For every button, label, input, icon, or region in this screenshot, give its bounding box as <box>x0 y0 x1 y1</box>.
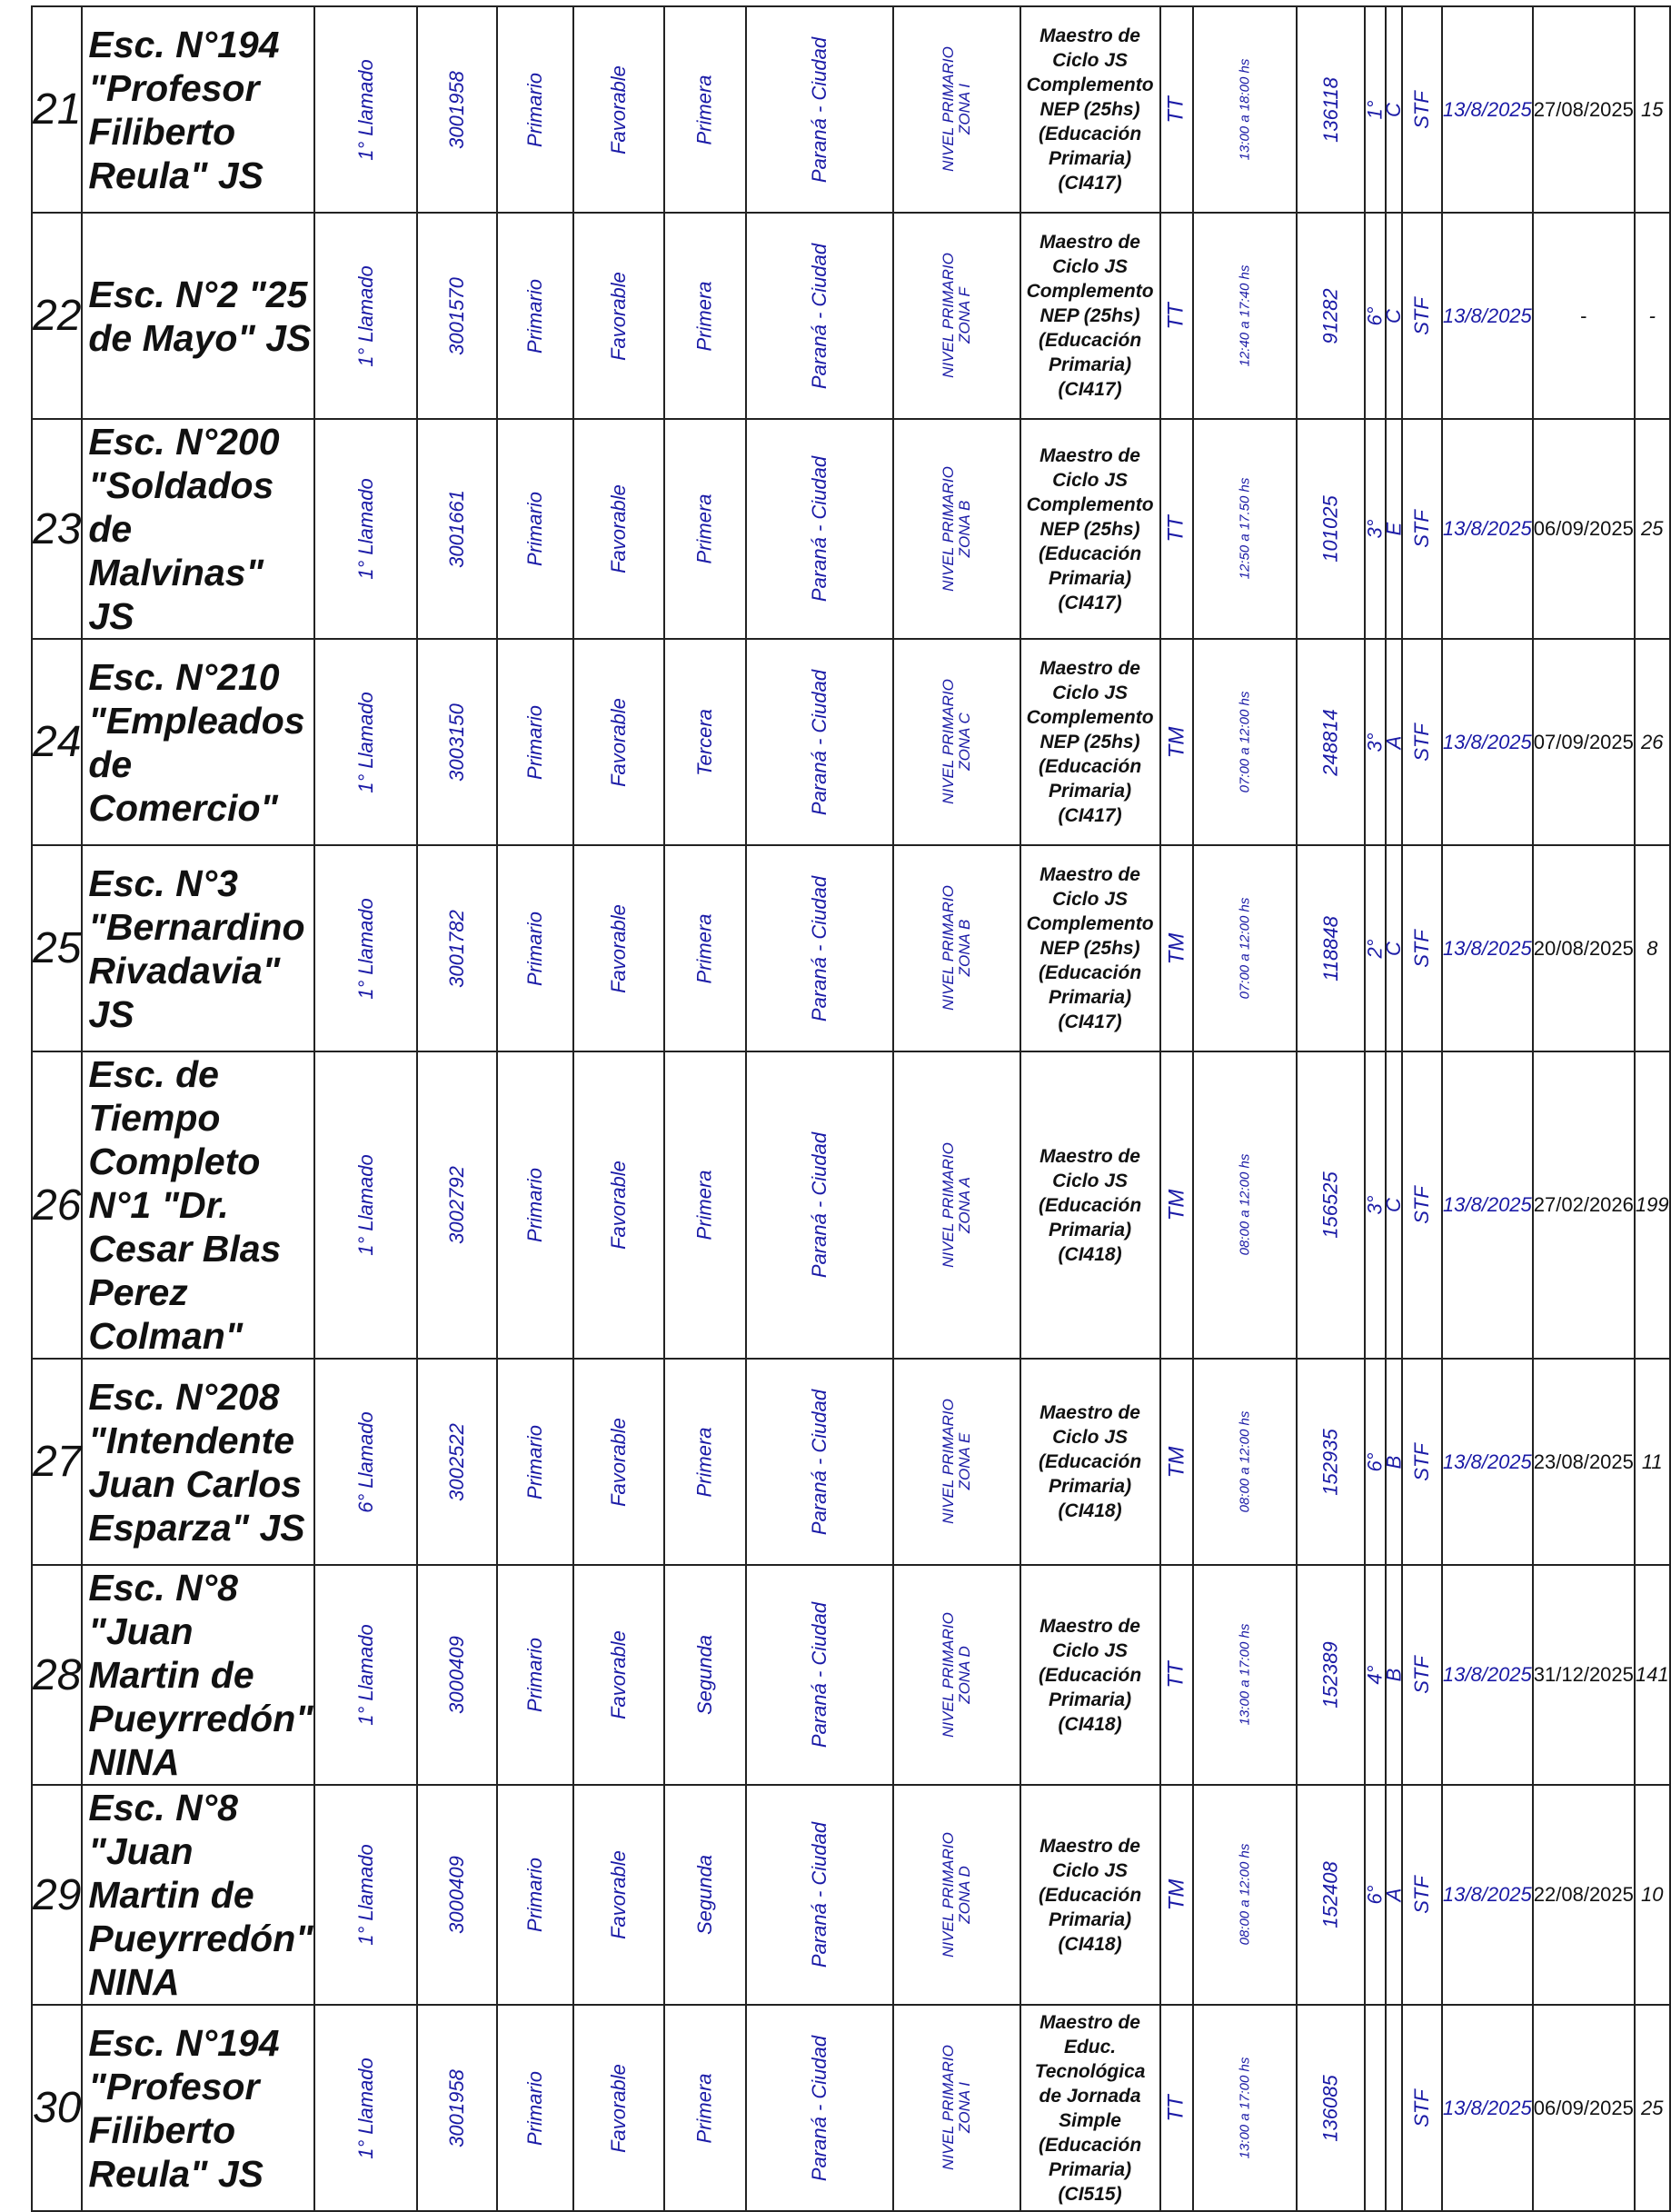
table-row <box>32 845 1670 1051</box>
concept-cell: Favorable <box>573 2005 664 2211</box>
cupof-cell: 152935 <box>1297 1359 1365 1565</box>
category-cell: Primera <box>664 419 746 639</box>
date-cell: 13/8/2025 <box>1442 213 1533 419</box>
row-number: 30 <box>32 2005 82 2211</box>
situation-cell: STF <box>1402 213 1442 419</box>
shift-cell: TM <box>1160 639 1194 845</box>
llamado-cell: 1° Llamado <box>314 419 418 639</box>
row-number: 29 <box>32 1785 82 2005</box>
position-description: Maestro de Ciclo JS (Educación Primaria) (CI418) <box>1020 1359 1160 1565</box>
grade-cell: 3° <box>1365 1051 1386 1359</box>
llamado-cell: 1° Llamado <box>314 2005 418 2211</box>
cupof-cell: 156525 <box>1297 1051 1365 1359</box>
date-cell: 13/8/2025 <box>1442 639 1533 845</box>
category-cell: Segunda <box>664 1785 746 2005</box>
date-cell: 13/8/2025 <box>1442 1785 1533 2005</box>
grade-cell: 6° <box>1365 1359 1386 1565</box>
locality-cell: Paraná - Ciudad <box>746 1565 893 1785</box>
locality-cell: Paraná - Ciudad <box>746 419 893 639</box>
end-date-cell: 22/08/2025 <box>1533 1785 1635 2005</box>
table-row <box>32 2005 1670 2211</box>
section-cell <box>1386 2005 1402 2211</box>
schedule-cell: 08:00 a 12:00 hs <box>1193 1785 1297 2005</box>
grade-cell: 6° <box>1365 213 1386 419</box>
position-description: Maestro de Ciclo JS (Educación Primaria) (CI418) <box>1020 1051 1160 1359</box>
school-name: Esc. N°194 "Profesor Filiberto Reula" JS <box>82 6 313 213</box>
position-description: Maestro de Ciclo JS Complemento NEP (25hs) (Educación Primaria) (CI417) <box>1020 6 1160 213</box>
position-description: Maestro de Ciclo JS Complemento NEP (25hs) (Educación Primaria) (CI417) <box>1020 419 1160 639</box>
school-code-cell: 3001958 <box>417 6 497 213</box>
date-cell: 13/8/2025 <box>1442 845 1533 1051</box>
shift-cell: TM <box>1160 1785 1194 2005</box>
vacancies-table <box>31 5 1671 2212</box>
section-cell: C <box>1386 845 1402 1051</box>
llamado-cell: 1° Llamado <box>314 845 418 1051</box>
cupof-cell: 101025 <box>1297 419 1365 639</box>
concept-cell: Favorable <box>573 6 664 213</box>
section-cell: A <box>1386 1785 1402 2005</box>
table-row <box>32 1051 1670 1359</box>
zone-cell: NIVEL PRIMARIO ZONA B <box>893 845 1020 1051</box>
zone-cell: NIVEL PRIMARIO ZONA I <box>893 2005 1020 2211</box>
cupof-cell: 248814 <box>1297 639 1365 845</box>
table-row <box>32 1565 1670 1785</box>
category-cell: Primera <box>664 1051 746 1359</box>
school-code-cell: 3001782 <box>417 845 497 1051</box>
row-number: 28 <box>32 1565 82 1785</box>
locality-cell: Paraná - Ciudad <box>746 1785 893 2005</box>
level-cell: Primario <box>497 419 573 639</box>
concept-cell: Favorable <box>573 639 664 845</box>
section-cell: A <box>1386 639 1402 845</box>
section-cell: B <box>1386 1565 1402 1785</box>
school-code-cell: 3001570 <box>417 213 497 419</box>
table-row <box>32 1785 1670 2005</box>
days-cell: 11 <box>1635 1359 1670 1565</box>
end-date-cell: 27/02/2026 <box>1533 1051 1635 1359</box>
row-number: 26 <box>32 1051 82 1359</box>
cupof-cell: 136118 <box>1297 6 1365 213</box>
cupof-cell: 136085 <box>1297 2005 1365 2211</box>
category-cell: Primera <box>664 845 746 1051</box>
locality-cell: Paraná - Ciudad <box>746 639 893 845</box>
cupof-cell: 91282 <box>1297 213 1365 419</box>
concept-cell: Favorable <box>573 1565 664 1785</box>
grade-cell: 3° <box>1365 419 1386 639</box>
level-cell: Primario <box>497 1051 573 1359</box>
situation-cell: STF <box>1402 1051 1442 1359</box>
table-row <box>32 1359 1670 1565</box>
level-cell: Primario <box>497 1785 573 2005</box>
days-cell: 199 <box>1635 1051 1670 1359</box>
grade-cell: 4° <box>1365 1565 1386 1785</box>
position-description: Maestro de Ciclo JS Complemento NEP (25hs) (Educación Primaria) (CI417) <box>1020 639 1160 845</box>
schedule-cell: 13:00 a 17:00 hs <box>1193 2005 1297 2211</box>
position-description: Maestro de Ciclo JS Complemento NEP (25hs) (Educación Primaria) (CI417) <box>1020 213 1160 419</box>
situation-cell: STF <box>1402 1785 1442 2005</box>
level-cell: Primario <box>497 1359 573 1565</box>
level-cell: Primario <box>497 6 573 213</box>
shift-cell: TM <box>1160 845 1194 1051</box>
date-cell: 13/8/2025 <box>1442 419 1533 639</box>
date-cell: 13/8/2025 <box>1442 1565 1533 1785</box>
school-name: Esc. N°8 "Juan Martin de Pueyrredón" NINA <box>82 1785 313 2005</box>
zone-cell: NIVEL PRIMARIO ZONA A <box>893 1051 1020 1359</box>
grade-cell: 2° <box>1365 845 1386 1051</box>
table-row <box>32 6 1670 213</box>
school-name: Esc. N°200 "Soldados de Malvinas" JS <box>82 419 313 639</box>
school-code-cell: 3002522 <box>417 1359 497 1565</box>
grade-cell: 3° <box>1365 639 1386 845</box>
section-cell: E <box>1386 419 1402 639</box>
row-number: 23 <box>32 419 82 639</box>
level-cell: Primario <box>497 2005 573 2211</box>
days-cell: 10 <box>1635 1785 1670 2005</box>
shift-cell: TT <box>1160 213 1194 419</box>
zone-cell: NIVEL PRIMARIO ZONA I <box>893 6 1020 213</box>
end-date-cell: 31/12/2025 <box>1533 1565 1635 1785</box>
shift-cell: TT <box>1160 419 1194 639</box>
date-cell: 13/8/2025 <box>1442 6 1533 213</box>
days-cell: 8 <box>1635 845 1670 1051</box>
zone-cell: NIVEL PRIMARIO ZONA E <box>893 1359 1020 1565</box>
level-cell: Primario <box>497 639 573 845</box>
section-cell: C <box>1386 6 1402 213</box>
locality-cell: Paraná - Ciudad <box>746 1051 893 1359</box>
school-name: Esc. N°3 "Bernardino Rivadavia" JS <box>82 845 313 1051</box>
locality-cell: Paraná - Ciudad <box>746 6 893 213</box>
zone-cell: NIVEL PRIMARIO ZONA D <box>893 1565 1020 1785</box>
row-number: 21 <box>32 6 82 213</box>
school-name: Esc. N°2 "25 de Mayo" JS <box>82 213 313 419</box>
llamado-cell: 1° Llamado <box>314 1785 418 2005</box>
school-code-cell: 3000409 <box>417 1785 497 2005</box>
situation-cell: STF <box>1402 419 1442 639</box>
shift-cell: TT <box>1160 2005 1194 2211</box>
concept-cell: Favorable <box>573 1785 664 2005</box>
llamado-cell: 1° Llamado <box>314 1051 418 1359</box>
position-description: Maestro de Ciclo JS (Educación Primaria) (CI418) <box>1020 1785 1160 2005</box>
schedule-cell: 08:00 a 12:00 hs <box>1193 1051 1297 1359</box>
school-code-cell: 3002792 <box>417 1051 497 1359</box>
end-date-cell: - <box>1533 213 1635 419</box>
llamado-cell: 1° Llamado <box>314 213 418 419</box>
school-code-cell: 3000409 <box>417 1565 497 1785</box>
situation-cell: STF <box>1402 2005 1442 2211</box>
school-name: Esc. N°210 "Empleados de Comercio" <box>82 639 313 845</box>
situation-cell: STF <box>1402 845 1442 1051</box>
zone-cell: NIVEL PRIMARIO ZONA C <box>893 639 1020 845</box>
school-code-cell: 3001661 <box>417 419 497 639</box>
concept-cell: Favorable <box>573 213 664 419</box>
zone-cell: NIVEL PRIMARIO ZONA D <box>893 1785 1020 2005</box>
section-cell: C <box>1386 213 1402 419</box>
schedule-cell: 07:00 a 12:00 hs <box>1193 639 1297 845</box>
locality-cell: Paraná - Ciudad <box>746 2005 893 2211</box>
school-name: Esc. N°8 "Juan Martin de Pueyrredón" NINA <box>82 1565 313 1785</box>
table-row <box>32 639 1670 845</box>
schedule-cell: 07:00 a 12:00 hs <box>1193 845 1297 1051</box>
table-row <box>32 213 1670 419</box>
llamado-cell: 6° Llamado <box>314 1359 418 1565</box>
date-cell: 13/8/2025 <box>1442 2005 1533 2211</box>
row-number: 25 <box>32 845 82 1051</box>
category-cell: Primera <box>664 2005 746 2211</box>
end-date-cell: 06/09/2025 <box>1533 419 1635 639</box>
grade-cell: 1° <box>1365 6 1386 213</box>
section-cell: B <box>1386 1359 1402 1565</box>
end-date-cell: 23/08/2025 <box>1533 1359 1635 1565</box>
situation-cell: STF <box>1402 1359 1442 1565</box>
schedule-cell: 12:40 a 17:40 hs <box>1193 213 1297 419</box>
shift-cell: TT <box>1160 1565 1194 1785</box>
cupof-cell: 118848 <box>1297 845 1365 1051</box>
level-cell: Primario <box>497 213 573 419</box>
days-cell: 25 <box>1635 419 1670 639</box>
shift-cell: TT <box>1160 6 1194 213</box>
llamado-cell: 1° Llamado <box>314 639 418 845</box>
position-description: Maestro de Ciclo JS (Educación Primaria) (CI418) <box>1020 1565 1160 1785</box>
days-cell: 15 <box>1635 6 1670 213</box>
schedule-cell: 08:00 a 12:00 hs <box>1193 1359 1297 1565</box>
category-cell: Primera <box>664 213 746 419</box>
section-cell: C <box>1386 1051 1402 1359</box>
grade-cell: 6° <box>1365 1785 1386 2005</box>
category-cell: Primera <box>664 6 746 213</box>
days-cell: - <box>1635 213 1670 419</box>
concept-cell: Favorable <box>573 1359 664 1565</box>
days-cell: 141 <box>1635 1565 1670 1785</box>
shift-cell: TM <box>1160 1359 1194 1565</box>
position-description: Maestro de Ciclo JS Complemento NEP (25hs) (Educación Primaria) (CI417) <box>1020 845 1160 1051</box>
school-name: Esc. N°194 "Profesor Filiberto Reula" JS <box>82 2005 313 2211</box>
school-code-cell: 3003150 <box>417 639 497 845</box>
days-cell: 25 <box>1635 2005 1670 2211</box>
llamado-cell: 1° Llamado <box>314 1565 418 1785</box>
zone-cell: NIVEL PRIMARIO ZONA B <box>893 419 1020 639</box>
concept-cell: Favorable <box>573 419 664 639</box>
row-number: 24 <box>32 639 82 845</box>
concept-cell: Favorable <box>573 1051 664 1359</box>
grade-cell <box>1365 2005 1386 2211</box>
locality-cell: Paraná - Ciudad <box>746 213 893 419</box>
row-number: 27 <box>32 1359 82 1565</box>
row-number: 22 <box>32 213 82 419</box>
end-date-cell: 20/08/2025 <box>1533 845 1635 1051</box>
position-description: Maestro de Educ. Tecnológica de Jornada Simple (Educación Primaria) (CI515) <box>1020 2005 1160 2211</box>
schedule-cell: 13:00 a 17:00 hs <box>1193 1565 1297 1785</box>
shift-cell: TM <box>1160 1051 1194 1359</box>
schedule-cell: 12:50 a 17.50 hs <box>1193 419 1297 639</box>
end-date-cell: 06/09/2025 <box>1533 2005 1635 2211</box>
school-name: Esc. de Tiempo Completo N°1 "Dr. Cesar Blas Perez Colman" <box>82 1051 313 1359</box>
schedule-cell: 13:00 a 18:00 hs <box>1193 6 1297 213</box>
level-cell: Primario <box>497 845 573 1051</box>
situation-cell: STF <box>1402 639 1442 845</box>
end-date-cell: 07/09/2025 <box>1533 639 1635 845</box>
category-cell: Primera <box>664 1359 746 1565</box>
school-code-cell: 3001958 <box>417 2005 497 2211</box>
locality-cell: Paraná - Ciudad <box>746 1359 893 1565</box>
category-cell: Segunda <box>664 1565 746 1785</box>
school-name: Esc. N°208 "Intendente Juan Carlos Esparza" JS <box>82 1359 313 1565</box>
end-date-cell: 27/08/2025 <box>1533 6 1635 213</box>
date-cell: 13/8/2025 <box>1442 1359 1533 1565</box>
locality-cell: Paraná - Ciudad <box>746 845 893 1051</box>
cupof-cell: 152389 <box>1297 1565 1365 1785</box>
zone-cell: NIVEL PRIMARIO ZONA F <box>893 213 1020 419</box>
situation-cell: STF <box>1402 6 1442 213</box>
category-cell: Tercera <box>664 639 746 845</box>
cupof-cell: 152408 <box>1297 1785 1365 2005</box>
situation-cell: STF <box>1402 1565 1442 1785</box>
days-cell: 26 <box>1635 639 1670 845</box>
concept-cell: Favorable <box>573 845 664 1051</box>
level-cell: Primario <box>497 1565 573 1785</box>
table-row <box>32 419 1670 639</box>
date-cell: 13/8/2025 <box>1442 1051 1533 1359</box>
llamado-cell: 1° Llamado <box>314 6 418 213</box>
